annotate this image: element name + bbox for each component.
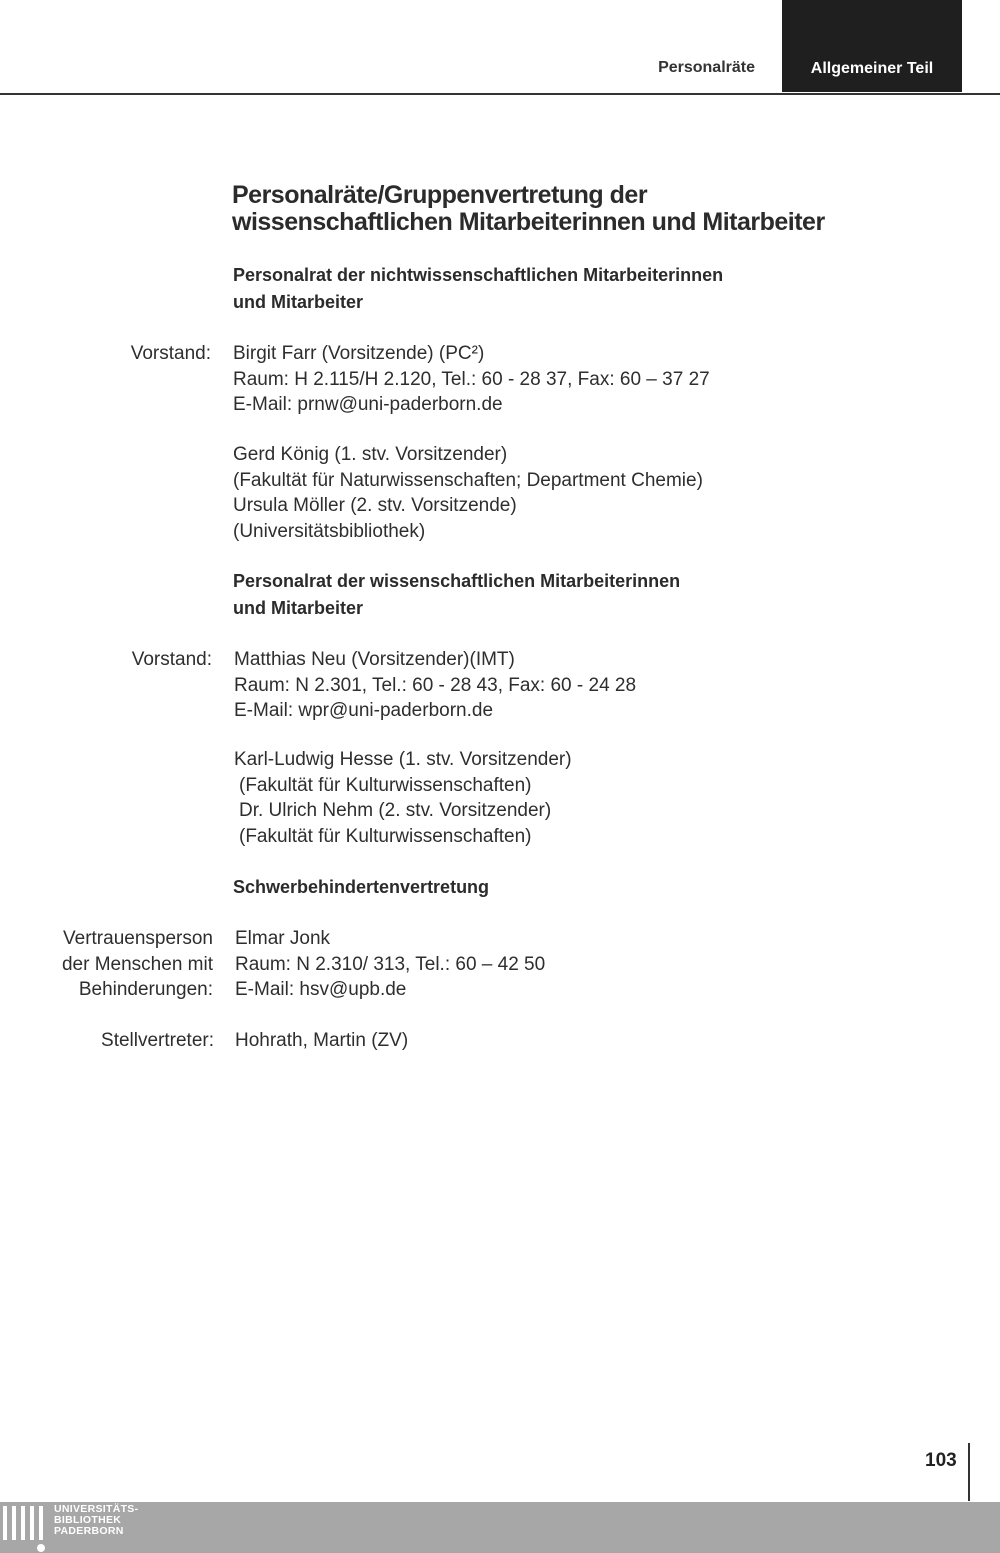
deputy-line: Dr. Ulrich Nehm (2. stv. Vorsitzender) — [239, 800, 552, 821]
page-title — [232, 182, 825, 236]
label-trust-person — [62, 926, 213, 1003]
contact-name: Matthias Neu (Vorsitzender)(IMT) — [234, 649, 515, 670]
page-number-rule — [968, 1443, 970, 1501]
label-text: Vertrauensperson — [63, 928, 213, 949]
contact-room: Raum: H 2.115/H 2.120, Tel.: 60 - 28 37, Fax: 60 – 37 27 — [233, 368, 710, 390]
section-heading-nonscientific — [233, 262, 723, 316]
deputy-line: (Fakultät für Kulturwissenschaften) — [239, 774, 532, 796]
section-heading-line: Schwerbehindertenvertretung — [233, 877, 490, 897]
section-heading-disability — [233, 874, 489, 901]
label-vorstand-2 — [132, 647, 212, 673]
label-text: Stellvertreter: — [101, 1030, 214, 1051]
page-title-line-2: wissenschaftlichen Mitarbeiterinnen und Mitarbeiter — [232, 208, 825, 236]
wordmark-line: UNIVERSITÄTS- — [54, 1503, 139, 1515]
contact-name: Elmar Jonk — [235, 928, 331, 949]
contact-email: E-Mail: hsv@upb.de — [235, 979, 407, 1000]
section-heading-line: und Mitarbeiter — [233, 598, 364, 618]
section-heading-scientific — [233, 568, 680, 622]
wordmark-line: PADERBORN — [54, 1525, 124, 1537]
deputy-line: (Fakultät für Kulturwissenschaften) — [239, 825, 532, 847]
contact-name: Birgit Farr (Vorsitzende) (PC²) — [233, 343, 485, 364]
contact-block-3 — [235, 926, 545, 1003]
deputy-line: Karl-Ludwig Hesse (1. stv. Vorsitzender) — [234, 749, 572, 770]
footer-bar — [0, 1502, 1000, 1553]
contact-email: E-Mail: prnw@uni-paderborn.de — [233, 394, 503, 415]
deputies-block-2 — [234, 747, 572, 849]
header-divider — [0, 93, 1000, 95]
contact-room: Raum: N 2.310/ 313, Tel.: 60 – 42 50 — [235, 953, 546, 975]
deputy-line: Gerd König (1. stv. Vorsitzender) — [233, 444, 508, 465]
deputy-name — [235, 1028, 408, 1054]
contact-room: Raum: N 2.301, Tel.: 60 - 28 43, Fax: 60 - 24 28 — [234, 674, 637, 696]
running-header-tab-label: Allgemeiner Teil — [810, 60, 934, 77]
label-text: Vorstand: — [131, 649, 212, 670]
section-heading-line: Personalrat der nichtwissenschaftlichen Mitarbeiterinnen — [233, 265, 724, 285]
label-vorstand-1 — [131, 341, 211, 367]
label-text: Vorstand: — [130, 343, 211, 364]
deputy-line: Hohrath, Martin (ZV) — [235, 1030, 409, 1051]
section-heading-line: und Mitarbeiter — [233, 292, 364, 312]
deputy-line: (Fakultät für Naturwissenschaften; Department Chemie) — [233, 469, 703, 491]
library-wordmark — [54, 1504, 138, 1537]
label-deputy — [101, 1028, 214, 1054]
contact-block-1 — [233, 341, 710, 418]
page-title-line-1: Personalräte/Gruppenvertretung der — [232, 181, 648, 209]
label-text: Behinderungen: — [78, 979, 213, 1000]
running-header-tab — [782, 0, 962, 92]
deputies-block-1 — [233, 442, 703, 544]
wordmark-line: BIBLIOTHEK — [54, 1514, 122, 1526]
contact-email: E-Mail: wpr@uni-paderborn.de — [234, 700, 494, 721]
section-heading-line: Personalrat der wissenschaftlichen Mitarbeiterinnen — [233, 571, 681, 591]
deputy-line: Ursula Möller (2. stv. Vorsitzende) — [233, 495, 517, 516]
running-header-section: Personalräte — [658, 59, 755, 76]
deputy-line: (Universitätsbibliothek) — [233, 520, 426, 542]
library-logo-icon — [2, 1502, 50, 1553]
page-number: 103 — [925, 1450, 957, 1471]
label-text: der Menschen mit — [61, 953, 213, 975]
contact-block-2 — [234, 647, 636, 724]
